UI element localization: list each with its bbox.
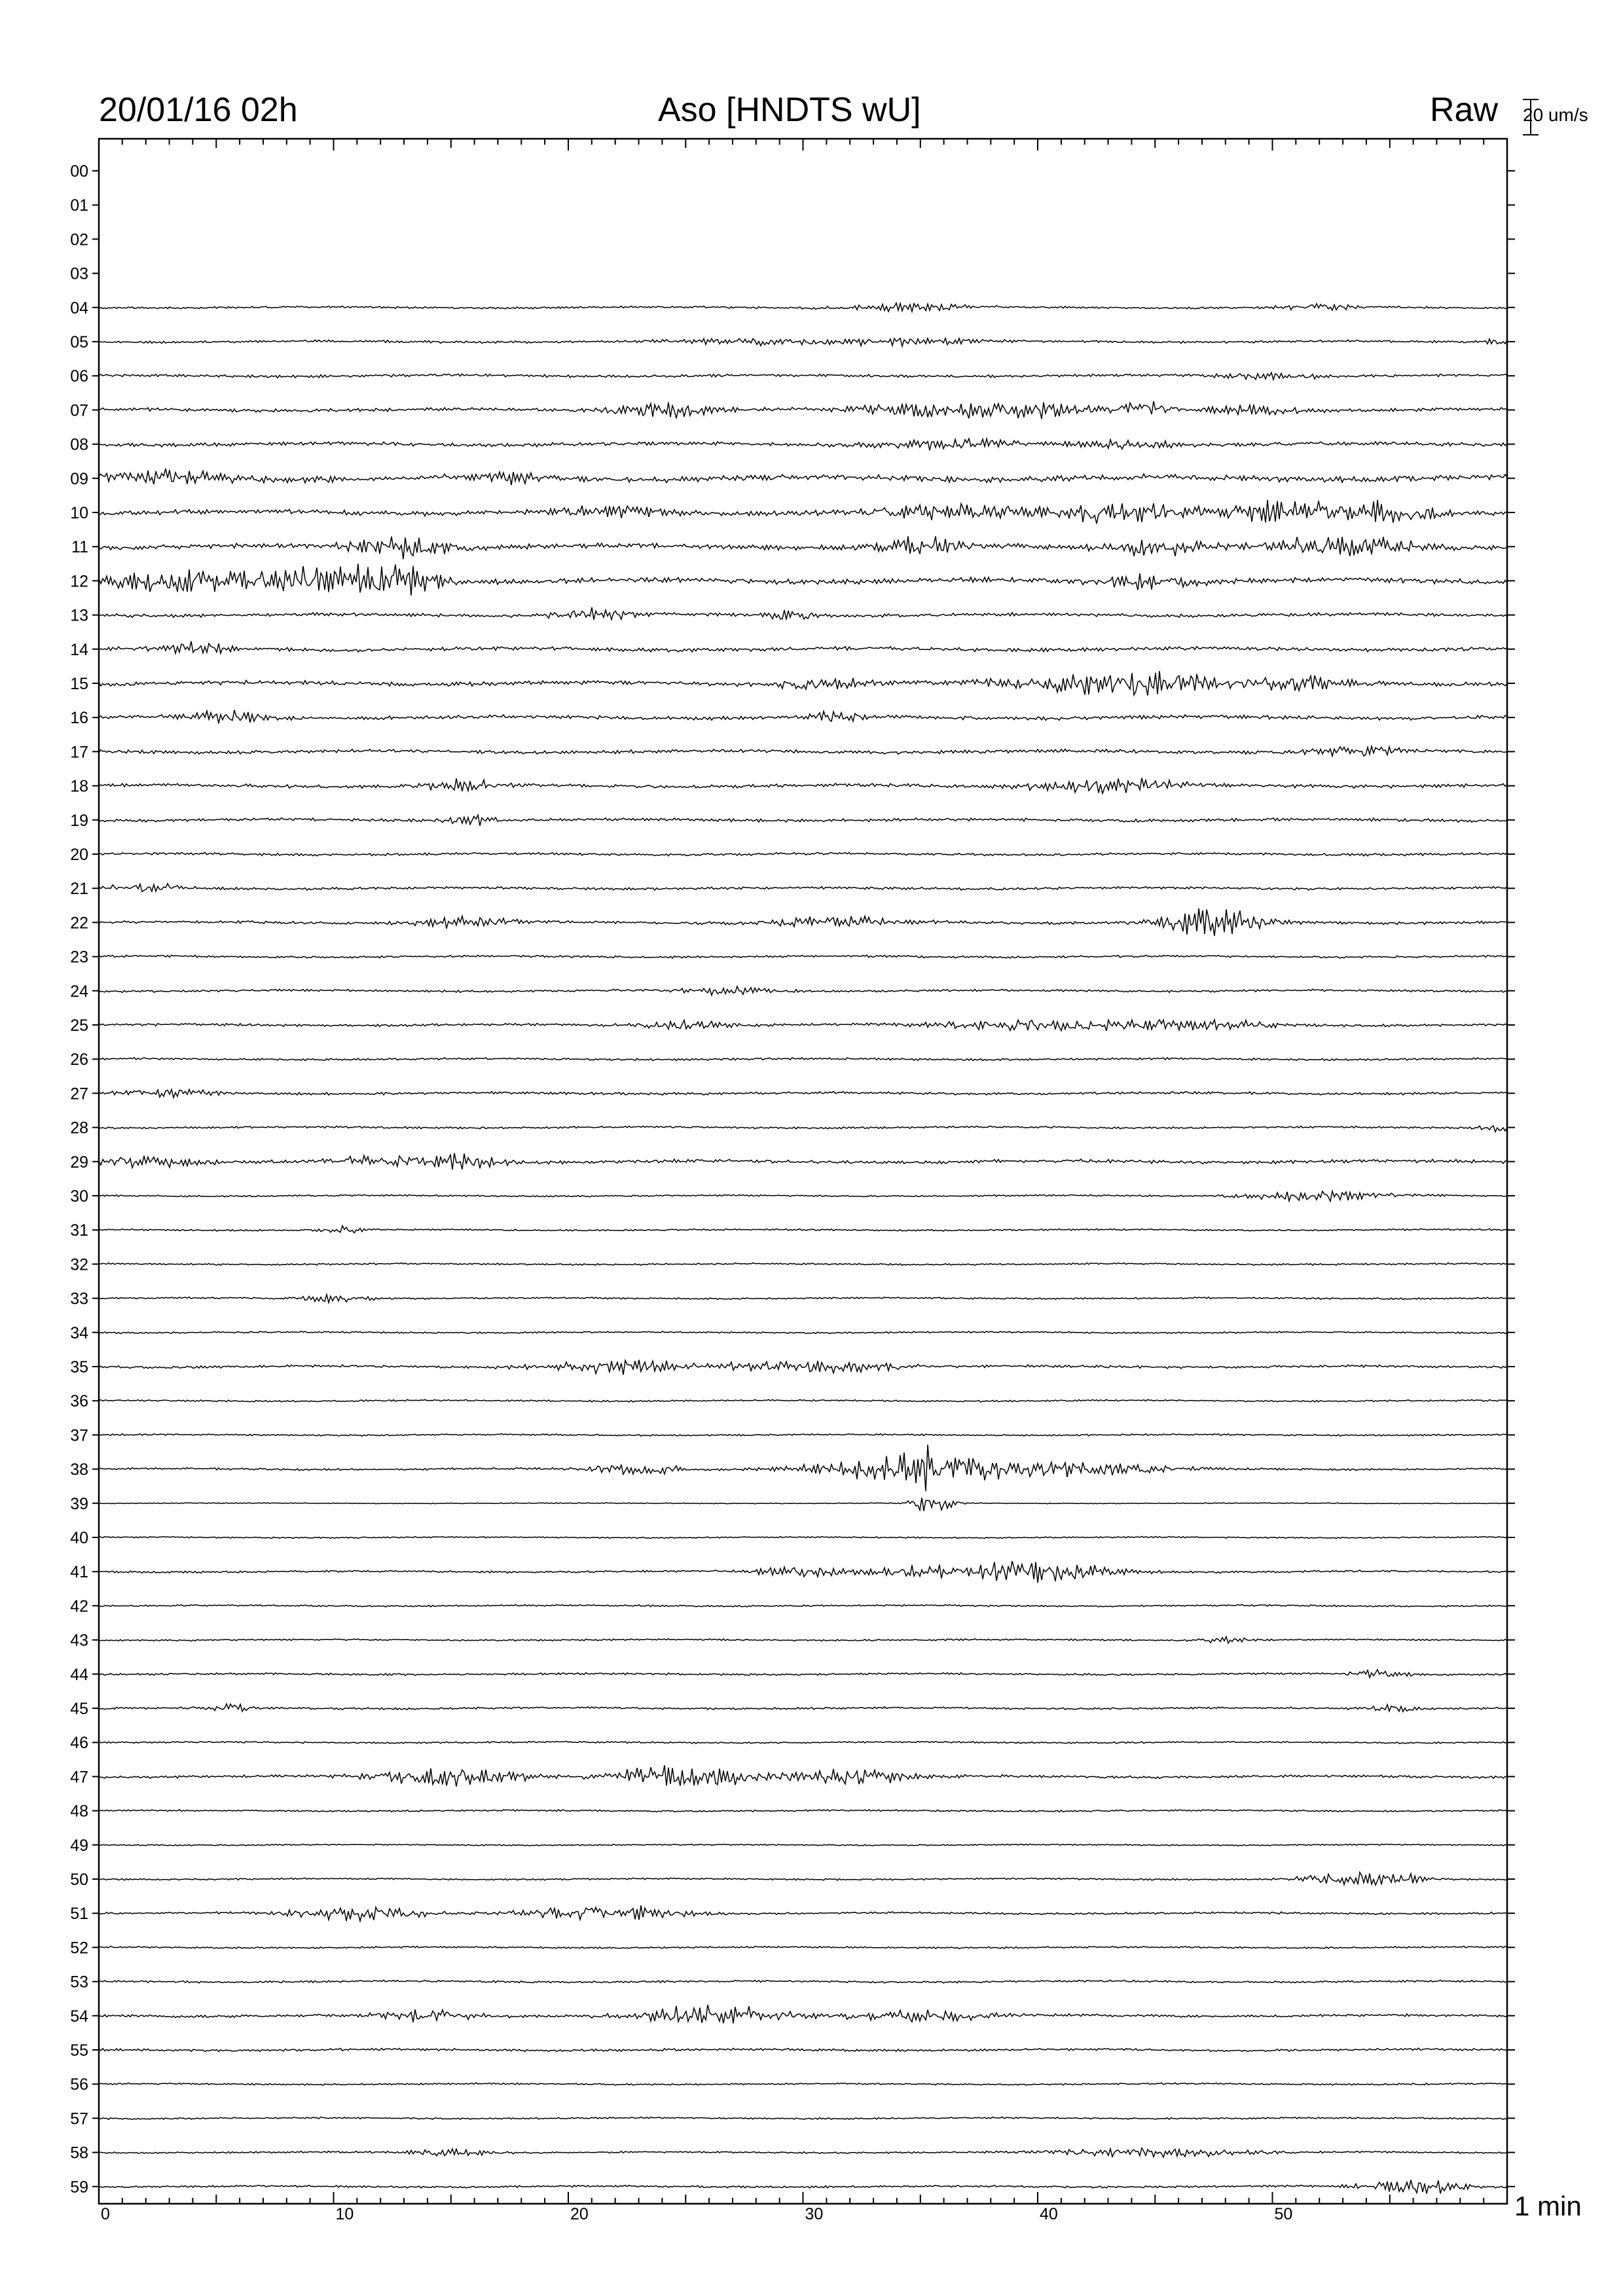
trace-39 <box>99 1498 1507 1511</box>
trace-23 <box>99 955 1507 958</box>
trace-13 <box>99 607 1507 620</box>
trace-21 <box>99 884 1507 891</box>
row-label-44: 44 <box>70 1665 88 1684</box>
trace-25 <box>99 1020 1507 1031</box>
row-label-17: 17 <box>70 743 88 762</box>
trace-29 <box>99 1153 1507 1170</box>
row-label-40: 40 <box>70 1529 88 1547</box>
trace-59 <box>99 2180 1507 2194</box>
x-tick-label-10: 10 <box>335 2205 354 2223</box>
x-tick-label-0: 0 <box>101 2205 110 2223</box>
row-label-50: 50 <box>70 1871 88 1889</box>
trace-52 <box>99 1946 1507 1949</box>
trace-24 <box>99 986 1507 996</box>
row-label-59: 59 <box>70 2178 88 2197</box>
trace-45 <box>99 1704 1507 1712</box>
trace-16 <box>99 710 1507 723</box>
row-label-37: 37 <box>70 1426 88 1445</box>
trace-54 <box>99 2005 1507 2023</box>
trace-12 <box>99 564 1507 596</box>
row-label-00: 00 <box>70 162 88 181</box>
row-label-29: 29 <box>70 1153 88 1172</box>
trace-42 <box>99 1605 1507 1607</box>
trace-07 <box>99 401 1507 419</box>
x-tick-label-40: 40 <box>1040 2205 1058 2223</box>
row-label-25: 25 <box>70 1016 88 1035</box>
trace-36 <box>99 1399 1507 1402</box>
row-label-27: 27 <box>70 1085 88 1103</box>
trace-28 <box>99 1126 1507 1132</box>
x-tick-label-20: 20 <box>570 2205 589 2223</box>
trace-38 <box>99 1444 1507 1491</box>
trace-30 <box>99 1191 1507 1202</box>
trace-19 <box>99 815 1507 826</box>
traces <box>99 303 1507 2194</box>
trace-55 <box>99 2048 1507 2051</box>
trace-31 <box>99 1226 1507 1233</box>
trace-17 <box>99 746 1507 756</box>
row-label-42: 42 <box>70 1597 88 1616</box>
row-label-53: 53 <box>70 1973 88 1992</box>
trace-26 <box>99 1058 1507 1061</box>
trace-53 <box>99 1980 1507 1983</box>
row-label-06: 06 <box>70 367 88 386</box>
row-label-23: 23 <box>70 948 88 967</box>
trace-33 <box>99 1295 1507 1303</box>
row-label-47: 47 <box>70 1768 88 1787</box>
trace-08 <box>99 439 1507 450</box>
amplitude-scale-label: 20 um/s <box>1523 105 1588 125</box>
row-label-51: 51 <box>70 1905 88 1924</box>
row-label-57: 57 <box>70 2109 88 2128</box>
row-label-20: 20 <box>70 846 88 864</box>
trace-43 <box>99 1637 1507 1643</box>
trace-56 <box>99 2083 1507 2085</box>
row-label-13: 13 <box>70 606 88 625</box>
row-label-09: 09 <box>70 469 88 488</box>
row-label-31: 31 <box>70 1221 88 1240</box>
row-label-02: 02 <box>70 230 88 249</box>
row-label-34: 34 <box>70 1323 88 1342</box>
trace-09 <box>99 469 1507 485</box>
trace-10 <box>99 500 1507 524</box>
trace-06 <box>99 372 1507 380</box>
trace-22 <box>99 908 1507 936</box>
trace-35 <box>99 1360 1507 1375</box>
header-mode: Raw <box>1429 91 1498 129</box>
row-label-41: 41 <box>70 1563 88 1582</box>
row-label-08: 08 <box>70 435 88 454</box>
trace-46 <box>99 1741 1507 1744</box>
row-label-56: 56 <box>70 2075 88 2094</box>
trace-15 <box>99 671 1507 695</box>
row-label-03: 03 <box>70 264 88 283</box>
trace-34 <box>99 1331 1507 1334</box>
header-station: Aso [HNDTS wU] <box>658 91 921 129</box>
row-label-22: 22 <box>70 914 88 933</box>
trace-20 <box>99 852 1507 856</box>
row-label-49: 49 <box>70 1836 88 1855</box>
trace-11 <box>99 536 1507 559</box>
trace-47 <box>99 1765 1507 1786</box>
row-label-24: 24 <box>70 982 88 1001</box>
row-label-26: 26 <box>70 1050 88 1069</box>
trace-57 <box>99 2117 1507 2120</box>
trace-32 <box>99 1263 1507 1266</box>
row-label-10: 10 <box>70 504 88 522</box>
x-axis-unit: 1 min <box>1514 2191 1582 2221</box>
trace-58 <box>99 2148 1507 2157</box>
axis-ticks <box>92 139 1515 2204</box>
x-tick-label-50: 50 <box>1274 2205 1293 2223</box>
trace-49 <box>99 1844 1507 1846</box>
row-label-15: 15 <box>70 675 88 693</box>
trace-04 <box>99 303 1507 312</box>
trace-41 <box>99 1561 1507 1583</box>
row-label-46: 46 <box>70 1734 88 1753</box>
trace-50 <box>99 1873 1507 1886</box>
trace-44 <box>99 1670 1507 1677</box>
row-label-18: 18 <box>70 777 88 796</box>
trace-51 <box>99 1905 1507 1921</box>
row-label-11: 11 <box>71 538 88 557</box>
tick-marks <box>92 139 1515 2204</box>
trace-27 <box>99 1090 1507 1098</box>
row-label-14: 14 <box>70 640 88 659</box>
trace-40 <box>99 1536 1507 1538</box>
trace-48 <box>99 1810 1507 1812</box>
trace-14 <box>99 641 1507 654</box>
row-label-38: 38 <box>70 1460 88 1479</box>
row-label-21: 21 <box>70 880 88 899</box>
row-label-48: 48 <box>70 1802 88 1821</box>
row-label-28: 28 <box>70 1119 88 1138</box>
row-label-30: 30 <box>70 1187 88 1206</box>
row-label-01: 01 <box>70 196 88 215</box>
row-label-19: 19 <box>70 811 88 830</box>
row-label-39: 39 <box>70 1494 88 1513</box>
row-label-05: 05 <box>70 333 88 351</box>
row-label-07: 07 <box>70 401 88 420</box>
trace-18 <box>99 778 1507 795</box>
row-labels <box>70 162 88 2197</box>
plot-frame <box>99 139 1507 2204</box>
row-label-52: 52 <box>70 1939 88 1958</box>
row-label-32: 32 <box>70 1255 88 1274</box>
row-label-43: 43 <box>70 1631 88 1650</box>
row-label-33: 33 <box>70 1289 88 1308</box>
row-label-58: 58 <box>70 2144 88 2162</box>
header-date: 20/01/16 02h <box>99 91 298 129</box>
row-label-16: 16 <box>70 709 88 728</box>
x-tick-label-30: 30 <box>805 2205 824 2223</box>
row-label-36: 36 <box>70 1392 88 1411</box>
row-label-54: 54 <box>70 2007 88 2026</box>
row-label-12: 12 <box>70 572 88 591</box>
trace-37 <box>99 1434 1507 1437</box>
row-label-04: 04 <box>70 298 88 317</box>
x-tick-labels <box>101 2205 1292 2223</box>
row-label-55: 55 <box>70 2041 88 2060</box>
row-label-45: 45 <box>70 1700 88 1718</box>
row-label-35: 35 <box>70 1358 88 1376</box>
trace-05 <box>99 338 1507 346</box>
